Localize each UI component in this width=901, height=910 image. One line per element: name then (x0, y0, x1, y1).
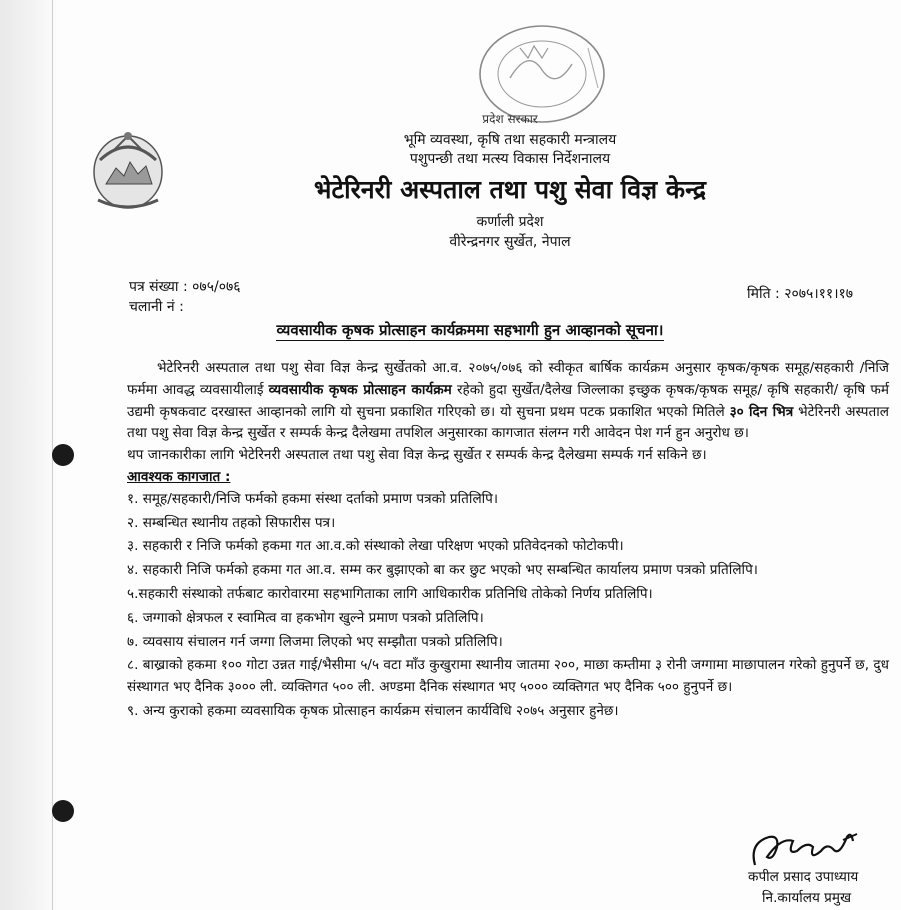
list-item: ८. बाख्राको हकमा १०० गोटा उन्नत गाई/भैसीमा ५/५ वटा माँउ कुखुरामा स्थानीय जातमा २००, माछा कम्तीमा ३ रोनी जग्गामा माछापालन गरेको हुनुपर्ने छ, दुध संस्थागत भए दैनिक ३००० ली. व्यक्तिगत ५०० ली. अण्डमा दैनिक संस्थागत भए ५००० व्यक्तिगत भए दैनिक ५०० हुनुपर्ने छ। (127, 657, 889, 696)
intro-text-part1: भेटेरिनरी अस्पताल तथा पशु सेवा विज्ञ केन्द्र सुर्खेतको आ.व. २०७५/०७६ को स्वीकृत बार्षिक कार्यक्रम अनुसार कृषक/कृषक समूह/सहकारी /निजि फर्ममा आवद्ध व्यवसायीलाई (127, 360, 889, 398)
header-government: प्रदेश सरकार (482, 112, 538, 126)
reference-number: पत्र संख्या : ०७५/०७६ (129, 279, 241, 295)
contact-paragraph: थप जानकारीका लागि भेटेरिनरी अस्पताल तथा पशु सेवा विज्ञ केन्द्र सुर्खेत र सम्पर्क केन्द्र दैलेखमा सम्पर्क गर्न सकिने छ। (127, 447, 707, 464)
intro-paragraph (127, 358, 889, 445)
list-item: ४. सहकारी निजि फर्मको हकमा गत आ.व. सम्म कर बुझाएको बा कर छुट भएको भए सम्बन्धित कार्यालय प्रमाण पत्रको प्रतिलिपि। (127, 562, 758, 579)
header-province: कर्णाली प्रदेश (476, 214, 544, 230)
list-item: २. सम्बन्धित स्थानीय तहको सिफारीस पत्र। (127, 514, 336, 531)
nepal-government-emblem (88, 124, 168, 214)
program-name-bold: व्यवसायीक कृषक प्रोत्साहन कार्यक्रम (268, 381, 452, 398)
required-documents-heading: आवश्यक कागजात : (127, 468, 231, 485)
header-directorate: पशुपन्छी तथा मत्स्य विकास निर्देशनालय (409, 151, 611, 167)
intro-text-part3: भेटेरिनरी अस्पताल तथा पशु सेवा विज्ञ केन्द्र सुर्खेत र सम्पर्क केन्द्र दैलेखमा तपशिल अनुसारका कागजात संलग्न गरी आवेदन पेश गर्न हुन अनुरोध छ। (127, 403, 890, 442)
header-address: वीरेन्द्रनगर सुर्खेत, नेपाल (449, 234, 571, 250)
list-item: ३. सहकारी र निजि फर्मको हकमा गत आ.व.को संस्थाको लेखा परिक्षण भएको प्रतिवेदनको फोटोकपी। (127, 538, 624, 555)
list-item: ६. जग्गाको क्षेत्रफल र स्वामित्व वा हकभोग खुल्ने प्रमाण पत्रको प्रतिलिपि। (127, 609, 484, 626)
notice-subject-text: व्यवसायीक कृषक प्रोत्साहन कार्यक्रममा सहभागी हुन आव्हानको सूचना। (276, 321, 664, 339)
required-documents-list (127, 489, 889, 723)
notice-body (127, 358, 889, 725)
signatory-title: नि.कार्यालय प्रमुख (762, 890, 852, 906)
punch-hole-lower (52, 800, 74, 822)
punch-hole-upper (52, 444, 74, 466)
paper-fold-shadow (0, 0, 58, 910)
list-item: ९. अन्य कुराको हकमा व्यवसायिक कृषक प्रोत्साहन कार्यक्रम संचालन कार्यविधि २०७५ अनुसार हुनेछ। (127, 702, 619, 719)
dispatch-number: चलानी नं : (129, 299, 184, 315)
header-ministry: भूमि व्यवस्था, कृषि तथा सहकारी मन्त्रालय (403, 132, 617, 148)
letter-date: मिति : २०७५।११।१७ (747, 286, 854, 302)
notice-subject (120, 320, 820, 340)
signatory-name: कपील प्रसाद उपाध्याय (748, 869, 859, 885)
header-office-name: भेटेरिनरी अस्पताल तथा पशु सेवा विज्ञ केन्द्र (313, 175, 707, 204)
intro-text-part2: रहेको हुदा सुर्खेत/दैलेख जिल्लाका इच्छुक कृषक/कृषक समूह/ कृषि सहकारी/ कृषि फर्म उद्यमी कृषकवाट दरखास्त आव्हानको लागि यो सुचना प्रकाशित गरिएको छ। यो सुचना प्रथम पटक प्रकाशित भएको मितिले (127, 381, 889, 420)
list-item: १. समूह/सहकारी/निजि फर्मको हकमा संस्था दर्ताको प्रमाण पत्रको प्रतिलिपि। (127, 490, 499, 507)
list-item: ५.सहकारी संस्थाको तर्फबाट कारोवारमा सहभागिताका लागि आधिकारीक प्रतिनिधि तोकेको निर्णय प्रतिलिपि। (127, 585, 653, 602)
deadline-bold: ३० दिन भित्र (729, 403, 794, 420)
list-item: ७. व्यवसाय संचालन गर्न जग्गा लिजमा लिएको भए सम्झौता पत्रको प्रतिलिपि। (127, 633, 503, 650)
